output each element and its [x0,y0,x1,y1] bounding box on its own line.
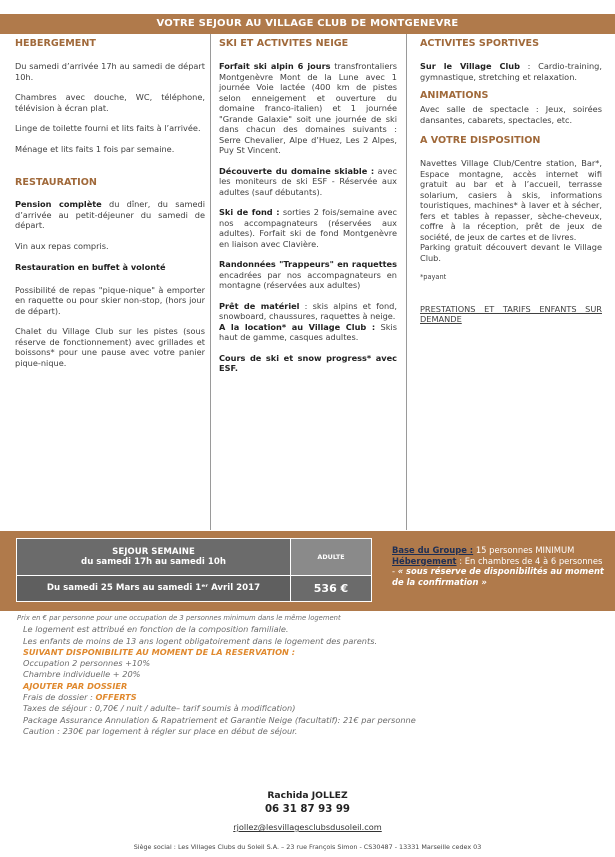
note-taxes: Taxes de séjour : 0,70€ / nuit / adulte– tarif soumis à modification) [23,703,296,714]
hebergement-label: Hébergement [392,555,457,566]
village-club-text [420,61,602,82]
disposition-heading: A VOTRE DISPOSITION [420,135,541,146]
disposition-text: Navettes Village Club/Centre station, Bar*, Espace montagne, accès internet wifi gratuit au bar et à l’accueil, terrasse solarium, casiers à skis, informations touristiques, machines* à laver et à sécher, fers et tables à repasser, sèche-cheveux, coffre à la réception, prêt de jeux de société, de jeux de cartes et de livres. [420,158,602,242]
sejour-subtitle: du samedi 17h au samedi 10h [81,556,226,567]
decouverte-text [219,166,397,198]
materiel-label: Prêt de matériel [219,300,300,311]
column-ski [219,34,397,374]
page-title: VOTRE SEJOUR AU VILLAGE CLUB DE MONTGENEVRE [0,14,615,34]
village-club-label: Sur le Village Club [420,61,520,71]
hebergement-p4: Ménage et lits faits 1 fois par semaine. [15,143,175,154]
note-frais-value: OFFERTS [95,692,137,703]
adulte-header: ADULTE [291,539,372,576]
hebergement-reserve: « sous réserve de disponibilités au moment de la confirmation » [392,566,604,587]
chalet-text: Chalet du Village Club sur les pistes (sous réserve de fonctionnement) avec grillades et boissons* pour une pause avec votre panier pique-nique. [15,326,205,368]
animations-text: Avec salle de spectacle : Jeux, soirées dansantes, cabarets, spectacles, etc. [420,104,602,125]
column-hebergement-restauration [15,34,205,368]
decouverte-detail: avec les moniteurs de ski ESF - Réservée aux adultes (sauf débutants). [219,165,397,197]
column-divider [406,34,407,530]
pension-text [15,199,205,231]
parking-text: Parking gratuit découvert devant le Village Club. [420,242,602,263]
restauration-heading: RESTAURATION [15,177,97,188]
contact-email-link[interactable]: rjollez@lesvillagesclubsdusoleil.com [233,822,382,832]
column-divider [210,34,211,530]
price-cell: 536 € [291,575,372,601]
note-enfants: Les enfants de moins de 13 ans logent obligatoirement dans le logement des parents. [23,635,378,646]
hebergement-p2: Chambres avec douche, WC, téléphone, télévision à écran plat. [15,92,205,113]
note-frais [17,692,607,703]
base-groupe-value: 15 personnes MINIMUM [473,545,575,555]
ski-fond-label: Ski de fond : [219,207,280,217]
forfait-detail: transfrontaliers Montgenèvre Mont de la Lune avec 1 journée Voie lactée (400 km de pistes selon enneigement et ouverture du domaine franco-italien) et 1 journée "Grande Galaxie" soit une journée de ski dans chacun des domaines suivants : Serre Chevalier, Alpe d’Huez, Les 2 Alpes, Puy St Vincent. [219,61,397,155]
materiel-text [219,301,397,322]
note-price: Prix en € par personne pour une occupation de 3 personnes minimum dans le même logement [17,614,341,622]
cours-text: Cours de ski et snow progress* avec ESF. [219,352,397,373]
village-club-detail: : Cardio-training, gymnastique, stretching et relaxation. [420,61,602,82]
pension-label: Pension complète [15,199,102,209]
buffet-text: Restauration en buffet à volonté [15,262,166,272]
base-groupe-line [392,545,608,556]
hebergement-p1: Du samedi d’arrivée 17h au samedi de départ 10h. [15,61,205,82]
contact-block [0,790,615,832]
footer-siege: Siège social : Les Villages Clubs du Soleil S.A. – 23 rue François Simon - CS30487 - 13331 Marseille cedex 03 [133,843,482,851]
randonnees-detail: encadrées par nos accompagnateurs en montagne (réservées aux adultes) [219,269,397,290]
pique-nique-text: Possibilité de repas "pique-nique" à emporter en raquette ou pour skier non-stop, (hors jour de départ). [15,284,205,316]
sejour-title: SEJOUR SEMAINE [112,546,195,557]
location-detail: Skis haut de gamme, casques adultes. [219,321,397,342]
group-info [392,545,608,587]
pricing-notes [17,613,607,737]
note-caution: Caution : 230€ par logement à régler sur place en début de séjour. [23,725,298,736]
activites-heading: ACTIVITES SPORTIVES [420,38,539,49]
ski-fond-detail: sorties 2 fois/semaine avec nos accompagnateurs (réservées aux adultes). Forfait ski de fond Montgenèvre en liaison avec Clavière. [219,207,398,249]
hebergement-line [392,556,608,588]
forfait-label: Forfait ski alpin 6 jours [219,61,331,71]
hebergement-p3: Linge de toilette fourni et lits faits à l’arrivée. [15,123,201,133]
payant-note: *payant [420,273,447,281]
note-disponibilite: SUIVANT DISPONIBILITE AU MOMENT DE LA RESERVATION : [23,646,296,657]
location-label: A la location* au Village Club : [219,321,376,332]
base-groupe-label: Base du Groupe : [392,545,474,555]
vin-text: Vin aux repas compris. [15,240,109,251]
note-frais-label: Frais de dossier : [23,692,96,703]
prestations-link[interactable]: PRESTATIONS ET TARIFS ENFANTS SUR DEMANDE [420,303,602,324]
animations-heading: ANIMATIONS [420,90,489,101]
contact-name: Rachida JOLLEZ [267,790,348,801]
decouverte-label: Découverte du domaine skiable : [219,165,375,176]
note-package: Package Assurance Annulation & Rapatriement et Garantie Neige (facultatif): 21€ par personne [23,714,416,725]
contact-phone: 06 31 87 93 99 [264,804,351,815]
forfait-text [219,61,397,156]
randonnees-label: Randonnées "Trappeurs" en raquettes [219,259,397,269]
price-table [16,538,372,602]
sejour-cell [17,539,291,576]
dates-cell: Du samedi 25 Mars au samedi 1ᵉʳ Avril 2017 [17,575,291,601]
ski-fond-text [219,207,397,249]
column-activites [420,34,602,325]
ski-heading: SKI ET ACTIVITES NEIGE [219,38,349,49]
note-logement: Le logement est attribué en fonction de la composition familiale. [23,624,289,635]
randonnees-text [219,259,397,291]
hebergement-detail: : En chambres de 4 à 6 personnes - [392,555,603,576]
location-text [219,322,397,343]
materiel-detail: : skis alpins et fond, snowboard, chaussures, raquettes à neige. [219,300,397,321]
note-chambre: Chambre individuelle + 20% [23,669,141,680]
pension-detail: du dîner, du samedi d’arrivée au petit-déjeuner du samedi de départ. [15,199,205,230]
note-ajouter: AJOUTER PAR DOSSIER [23,680,128,691]
hebergement-heading: HEBERGEMENT [15,38,96,49]
note-occupation: Occupation 2 personnes +10% [23,658,151,669]
